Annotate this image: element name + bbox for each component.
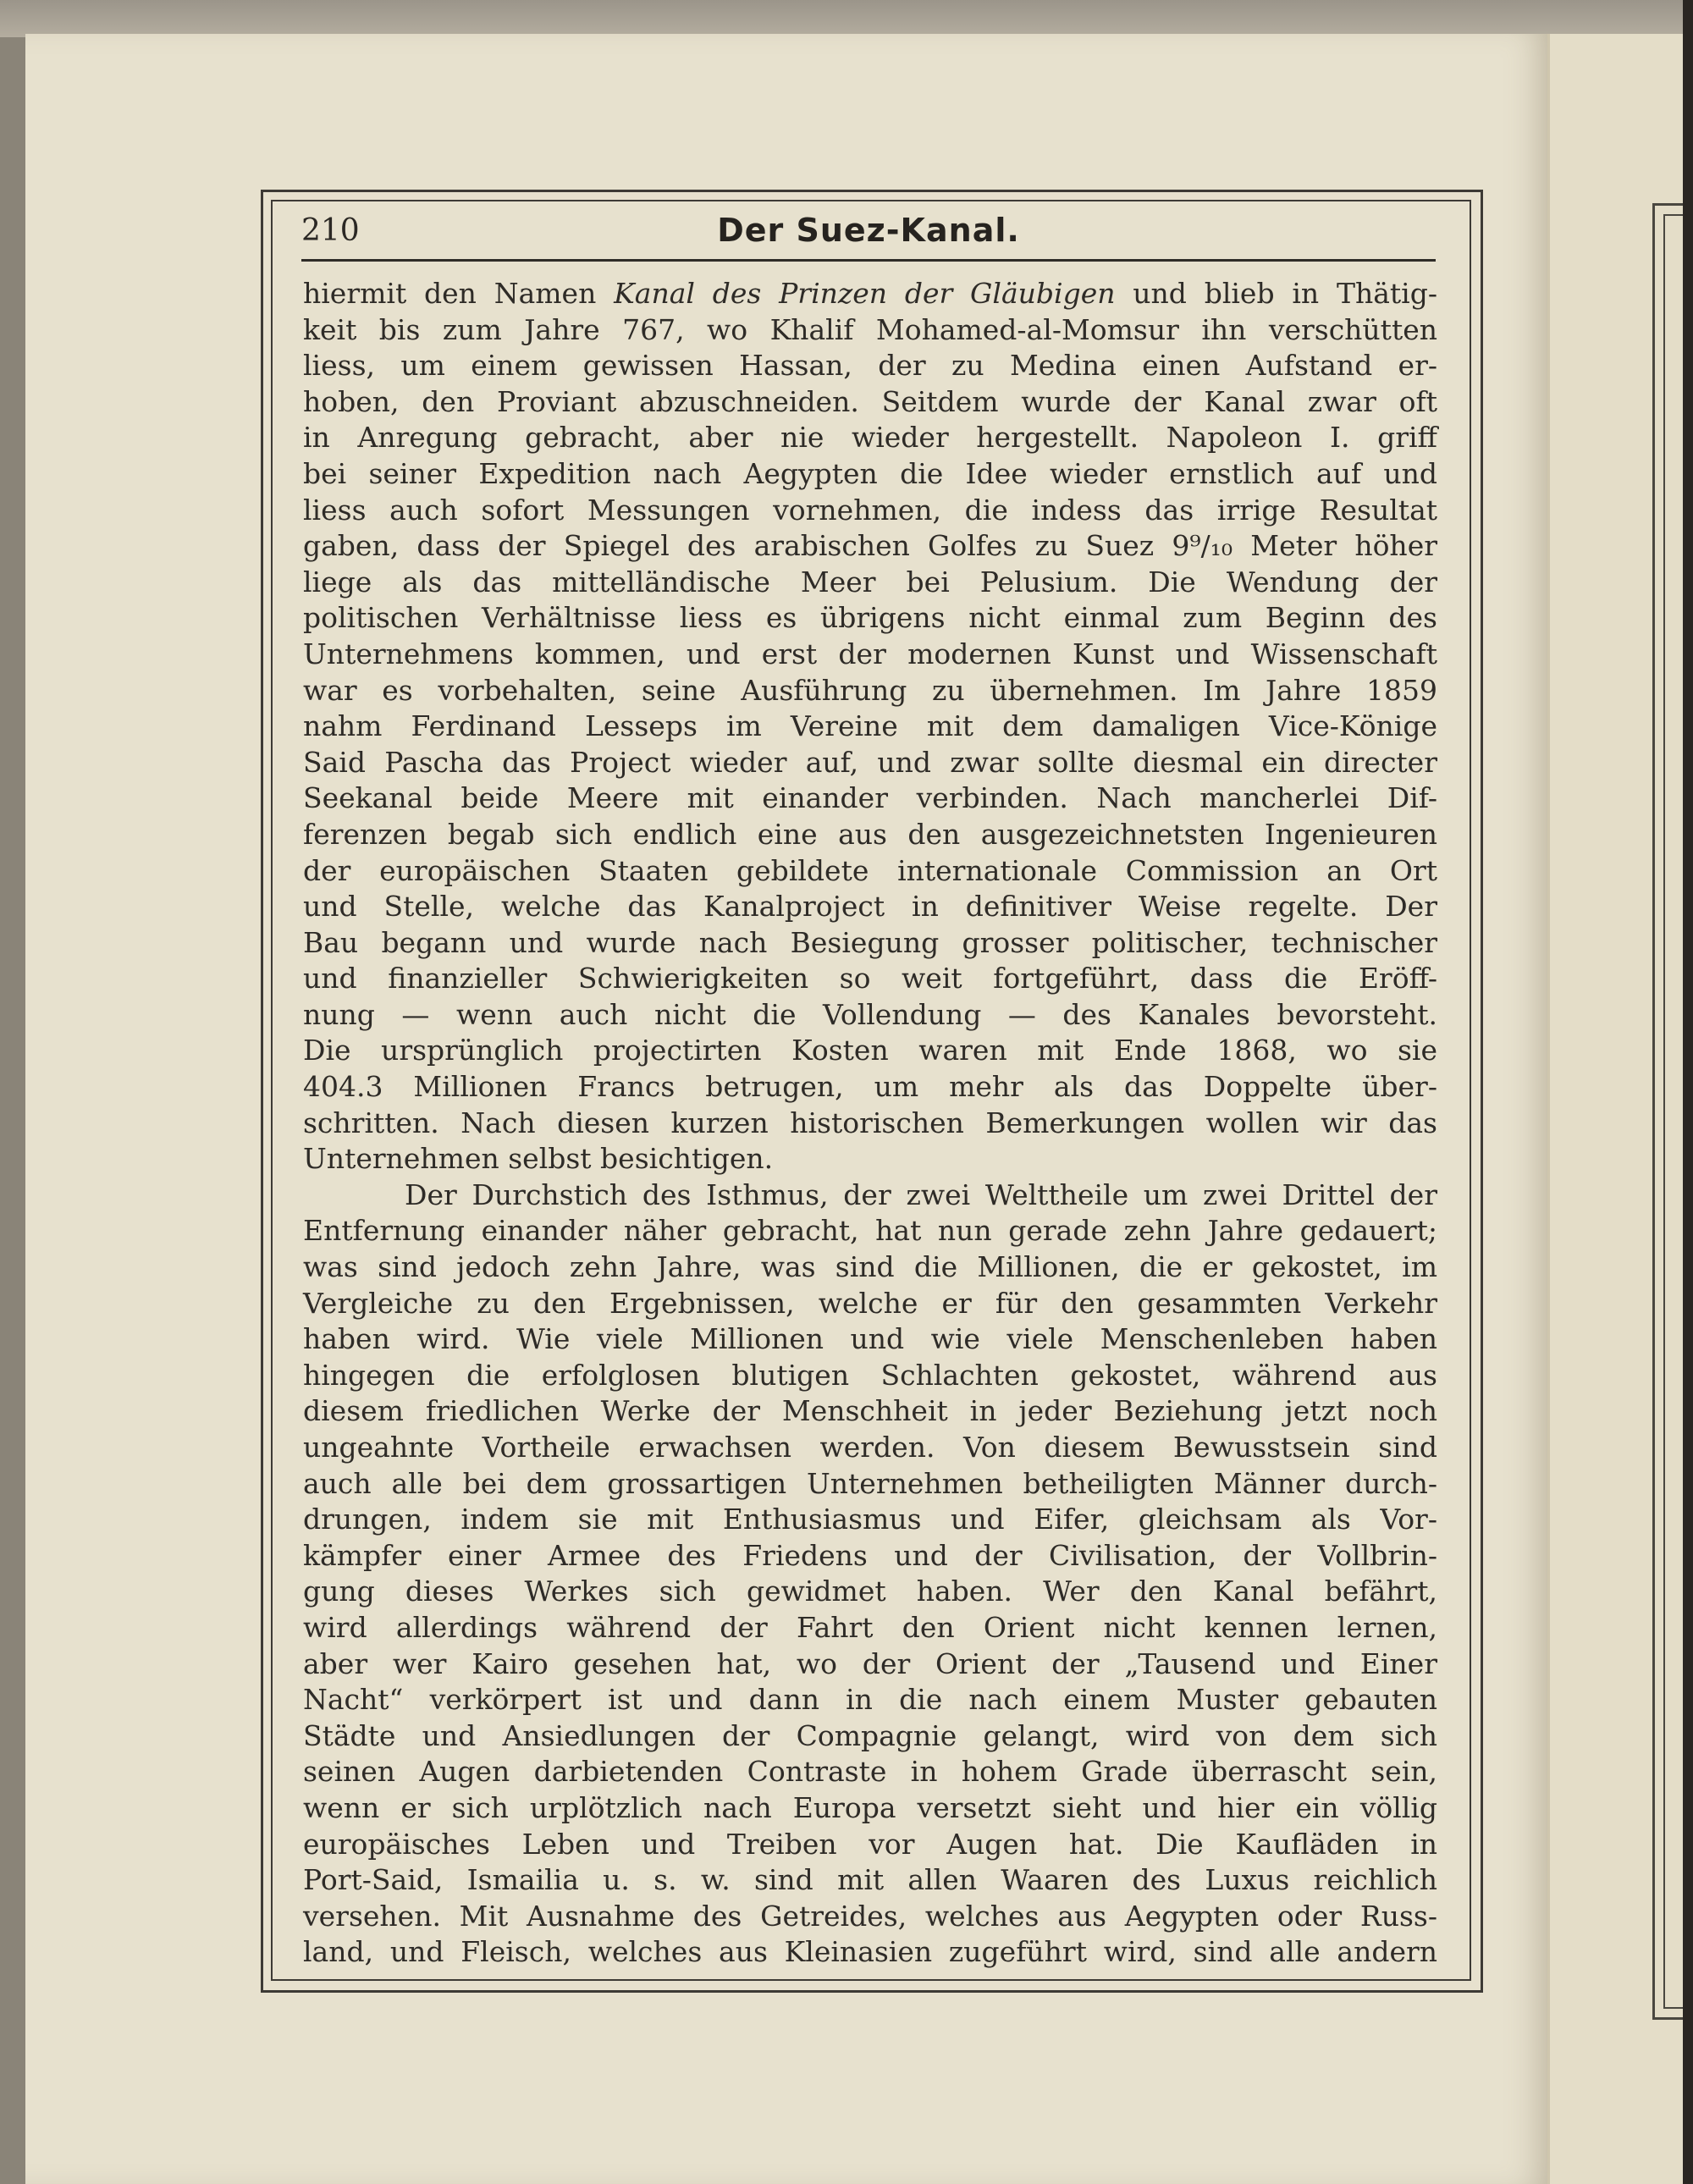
text-line: 404.3 Millionen Francs betrugen, um mehr als das Doppelte über- [303, 1070, 1437, 1104]
text-line: in Anregung gebracht, aber nie wieder hergestellt. Napoleon I. griff [303, 421, 1437, 455]
text-line: keit bis zum Jahre 767, wo Khalif Mohamed-al-Momsur ihn verschütten [303, 312, 1437, 346]
text-line: auch alle bei dem grossartigen Unternehmen betheiligten Männer durch- [303, 1466, 1437, 1500]
text-line: hoben, den Proviant abzuschneiden. Seitdem wurde der Kanal zwar oft [303, 384, 1437, 418]
running-title: Der Suez-Kanal. [717, 212, 1020, 249]
text-line: der europäischen Staaten gebildete internationale Commission an Ort [303, 853, 1437, 887]
text-line: liess auch sofort Messungen vornehmen, die indess das irrige Resultat [303, 493, 1437, 527]
text-line: liege als das mittelländische Meer bei Pelusium. Die Wendung der [303, 565, 1437, 598]
text-line: Entfernung einander näher gebracht, hat nun gerade zehn Jahre gedauert; [303, 1214, 1437, 1248]
text-line: nahm Ferdinand Lesseps im Vereine mit dem damaligen Vice-Könige [303, 709, 1437, 743]
text-line: Bau begann und wurde nach Besiegung grosser politischer, technischer [303, 925, 1437, 959]
text-line: bei seiner Expedition nach Aegypten die Idee wieder ernstlich auf und [303, 456, 1437, 490]
scan-dark-edge [1683, 0, 1693, 2184]
text-line: wenn er sich urplötzlich nach Europa versetzt sieht und hier ein völlig [303, 1790, 1437, 1824]
text-line: Said Pascha das Project wieder auf, und zwar sollte diesmal ein directer [303, 745, 1437, 779]
text-line: land, und Fleisch, welches aus Kleinasien zugeführt wird, sind alle andern [303, 1935, 1437, 1969]
text-line: seinen Augen darbietenden Contraste in hohem Grade überrascht sein, [303, 1755, 1437, 1789]
body-text [303, 276, 1437, 1971]
running-header [301, 212, 1436, 262]
text-line: kämpfer einer Armee des Friedens und der Civilisation, der Vollbrin- [303, 1538, 1437, 1572]
text-line: versehen. Mit Ausnahme des Getreides, welches aus Aegypten oder Russ- [303, 1899, 1437, 1933]
text-line: Nacht“ verkörpert ist und dann in die nach einem Muster gebauten [303, 1683, 1437, 1717]
text-line: hingegen die erfolglosen blutigen Schlachten gekostet, während aus [303, 1358, 1437, 1392]
text-line-segment: hiermit den Namen [303, 277, 615, 310]
text-line: Die ursprünglich projectirten Kosten waren mit Ende 1868, wo sie [303, 1034, 1437, 1067]
text-line: liess, um einem gewissen Hassan, der zu Medina einen Aufstand er- [303, 349, 1437, 383]
text-line: Seekanal beide Meere mit einander verbinden. Nach mancherlei Dif- [303, 781, 1437, 815]
text-line: wird allerdings während der Fahrt den Orient nicht kennen lernen, [303, 1610, 1437, 1644]
text-line: europäisches Leben und Treiben vor Augen hat. Die Kaufläden in [303, 1827, 1437, 1861]
text-line: und Stelle, welche das Kanalproject in definitiver Weise regelte. Der [303, 890, 1437, 924]
text-line-segment: und blieb in Thätig- [1115, 277, 1437, 310]
italic-title: Kanal des Prinzen der Gläubigen [614, 277, 1116, 310]
text-line [303, 276, 1437, 312]
text-line: und finanzieller Schwierigkeiten so weit fortgeführt, dass die Eröff- [303, 962, 1437, 995]
text-line: Der Durchstich des Isthmus, der zwei Welttheile um zwei Drittel der [405, 1177, 1437, 1211]
text-line: gaben, dass der Spiegel des arabischen Golfes zu Suez 9⁹/₁₀ Meter höher [303, 529, 1437, 563]
text-line: gung dieses Werkes sich gewidmet haben. Wer den Kanal befährt, [303, 1575, 1437, 1608]
text-line: politischen Verhältnisse liess es übrigens nicht einmal zum Beginn des [303, 601, 1437, 635]
text-line: Unternehmen selbst besichtigen. [303, 1142, 774, 1176]
text-line: diesem friedlichen Werke der Menschheit in jeder Beziehung jetzt noch [303, 1394, 1437, 1428]
text-line: Vergleiche zu den Ergebnissen, welche er für den gesammten Verkehr [303, 1286, 1437, 1320]
text-line: Städte und Ansiedlungen der Compagnie gelangt, wird von dem sich [303, 1718, 1437, 1752]
book-spine-edge [0, 0, 1693, 37]
text-line: Unternehmens kommen, und erst der modernen Kunst und Wissenschaft [303, 637, 1437, 670]
page-number: 210 [301, 213, 360, 248]
text-line: Port-Said, Ismailia u. s. w. sind mit allen Waaren des Luxus reichlich [303, 1863, 1437, 1897]
text-line: aber wer Kairo gesehen hat, wo der Orient der „Tausend und Einer [303, 1646, 1437, 1680]
text-line: ferenzen begab sich endlich eine aus den ausgezeichnetsten Ingenieuren [303, 817, 1437, 851]
text-line: drungen, indem sie mit Enthusiasmus und Eifer, gleichsam als Vor- [303, 1503, 1437, 1536]
text-line: was sind jedoch zehn Jahre, was sind die Millionen, die er gekostet, im [303, 1250, 1437, 1284]
text-line: ungeahnte Vortheile erwachsen werden. Von diesem Bewusstsein sind [303, 1431, 1437, 1464]
text-line: nung — wenn auch nicht die Vollendung — des Kanales bevorsteht. [303, 997, 1437, 1031]
text-line: war es vorbehalten, seine Ausführung zu übernehmen. Im Jahre 1859 [303, 673, 1437, 707]
text-line: schritten. Nach diesen kurzen historischen Bemerkungen wollen wir das [303, 1106, 1437, 1139]
text-line: haben wird. Wie viele Millionen und wie viele Menschenleben haben [303, 1322, 1437, 1356]
